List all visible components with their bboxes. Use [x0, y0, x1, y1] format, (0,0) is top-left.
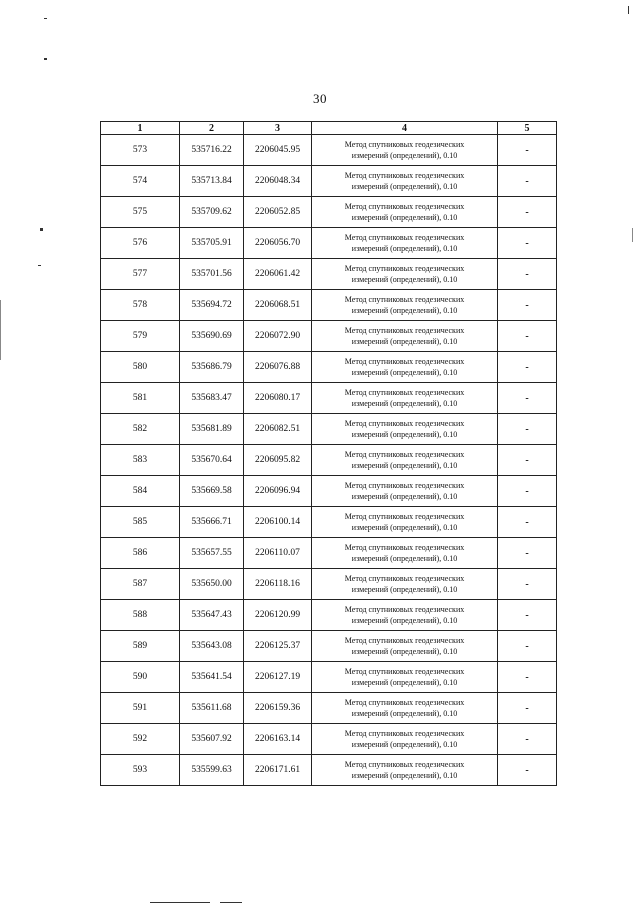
note-cell: -: [498, 538, 557, 569]
method-cell: [312, 321, 498, 352]
method-text-line-2: измерений (определений), 0.10: [351, 275, 458, 284]
method-text-line-2: измерений (определений), 0.10: [351, 740, 458, 749]
note-cell: -: [498, 321, 557, 352]
y-coordinate-cell: 2206072.90: [244, 321, 312, 352]
method-text-line-2: измерений (определений), 0.10: [351, 244, 458, 253]
y-coordinate-cell: 2206068.51: [244, 290, 312, 321]
method-text-line-2: измерений (определений), 0.10: [351, 430, 458, 439]
x-coordinate-cell: 535650.00: [180, 569, 244, 600]
y-coordinate-cell: 2206110.07: [244, 538, 312, 569]
point-number-cell: 586: [101, 538, 180, 569]
scan-mark: [44, 18, 47, 19]
y-coordinate-cell: 2206171.61: [244, 755, 312, 786]
table-row: [101, 693, 557, 724]
y-coordinate-cell: 2206045.95: [244, 135, 312, 166]
method-text-line-2: измерений (определений), 0.10: [351, 585, 458, 594]
x-coordinate-cell: 535690.69: [180, 321, 244, 352]
y-coordinate-cell: 2206056.70: [244, 228, 312, 259]
note-cell: -: [498, 135, 557, 166]
y-coordinate-cell: 2206052.85: [244, 197, 312, 228]
method-text-line-2: измерений (определений), 0.10: [351, 151, 458, 160]
method-cell: [312, 290, 498, 321]
method-text-line-1: Метод спутниковых геодезических: [344, 264, 465, 273]
method-cell: [312, 197, 498, 228]
note-cell: -: [498, 662, 557, 693]
point-number-cell: 584: [101, 476, 180, 507]
method-text-line-2: измерений (определений), 0.10: [351, 306, 458, 315]
note-cell: -: [498, 197, 557, 228]
method-cell: [312, 135, 498, 166]
method-cell: [312, 383, 498, 414]
method-text-line-1: Метод спутниковых геодезических: [344, 295, 465, 304]
method-text-line-2: измерений (определений), 0.10: [351, 461, 458, 470]
method-text-line-1: Метод спутниковых геодезических: [344, 574, 465, 583]
point-number-cell: 576: [101, 228, 180, 259]
method-text-line-1: Метод спутниковых геодезических: [344, 698, 465, 707]
y-coordinate-cell: 2206076.88: [244, 352, 312, 383]
x-coordinate-cell: 535607.92: [180, 724, 244, 755]
method-cell: [312, 259, 498, 290]
table-row: [101, 476, 557, 507]
x-coordinate-cell: 535643.08: [180, 631, 244, 662]
point-number-cell: 590: [101, 662, 180, 693]
table-row: [101, 259, 557, 290]
note-cell: -: [498, 259, 557, 290]
x-coordinate-cell: 535681.89: [180, 414, 244, 445]
table-row: [101, 631, 557, 662]
note-cell: -: [498, 383, 557, 414]
table-row: [101, 135, 557, 166]
method-cell: [312, 538, 498, 569]
method-text-line-2: измерений (определений), 0.10: [351, 647, 458, 656]
table-body: [101, 135, 557, 786]
point-number-cell: 577: [101, 259, 180, 290]
method-text-line-2: измерений (определений), 0.10: [351, 213, 458, 222]
method-text-line-1: Метод спутниковых геодезических: [344, 636, 465, 645]
table-row: [101, 352, 557, 383]
note-cell: -: [498, 166, 557, 197]
method-cell: [312, 755, 498, 786]
scan-mark: [44, 58, 47, 60]
x-coordinate-cell: 535599.63: [180, 755, 244, 786]
y-coordinate-cell: 2206120.99: [244, 600, 312, 631]
method-text-line-1: Метод спутниковых геодезических: [344, 202, 465, 211]
method-cell: [312, 352, 498, 383]
scan-mark: [38, 265, 41, 266]
table-row: [101, 414, 557, 445]
x-coordinate-cell: 535683.47: [180, 383, 244, 414]
table-row: [101, 724, 557, 755]
point-number-cell: 578: [101, 290, 180, 321]
method-cell: [312, 569, 498, 600]
x-coordinate-cell: 535669.58: [180, 476, 244, 507]
method-text-line-1: Метод спутниковых геодезических: [344, 667, 465, 676]
method-cell: [312, 507, 498, 538]
note-cell: -: [498, 631, 557, 662]
note-cell: -: [498, 228, 557, 259]
x-coordinate-cell: 535705.91: [180, 228, 244, 259]
method-text-line-1: Метод спутниковых геодезических: [344, 760, 465, 769]
method-text-line-2: измерений (определений), 0.10: [351, 709, 458, 718]
method-text-line-1: Метод спутниковых геодезических: [344, 543, 465, 552]
note-cell: -: [498, 600, 557, 631]
note-cell: -: [498, 507, 557, 538]
x-coordinate-cell: 535716.22: [180, 135, 244, 166]
note-cell: -: [498, 352, 557, 383]
x-coordinate-cell: 535641.54: [180, 662, 244, 693]
x-coordinate-cell: 535647.43: [180, 600, 244, 631]
method-cell: [312, 631, 498, 662]
method-cell: [312, 693, 498, 724]
column-header: 2: [180, 122, 244, 135]
method-text-line-1: Метод спутниковых геодезических: [344, 450, 465, 459]
method-text-line-2: измерений (определений), 0.10: [351, 616, 458, 625]
table-row: [101, 166, 557, 197]
point-number-cell: 580: [101, 352, 180, 383]
x-coordinate-cell: 535701.56: [180, 259, 244, 290]
point-number-cell: 573: [101, 135, 180, 166]
table-row: [101, 538, 557, 569]
point-number-cell: 582: [101, 414, 180, 445]
method-text-line-1: Метод спутниковых геодезических: [344, 729, 465, 738]
method-text-line-2: измерений (определений), 0.10: [351, 399, 458, 408]
table-row: [101, 755, 557, 786]
scan-mark: [220, 902, 242, 903]
scan-mark: [632, 228, 633, 242]
method-text-line-1: Метод спутниковых геодезических: [344, 233, 465, 242]
scan-mark: [0, 300, 1, 360]
point-number-cell: 589: [101, 631, 180, 662]
method-text-line-1: Метод спутниковых геодезических: [344, 326, 465, 335]
method-text-line-2: измерений (определений), 0.10: [351, 368, 458, 377]
method-cell: [312, 414, 498, 445]
method-text-line-1: Метод спутниковых геодезических: [344, 605, 465, 614]
y-coordinate-cell: 2206048.34: [244, 166, 312, 197]
method-text-line-1: Метод спутниковых геодезических: [344, 512, 465, 521]
note-cell: -: [498, 290, 557, 321]
table-row: [101, 321, 557, 352]
scan-mark: [150, 902, 210, 903]
table-row: [101, 290, 557, 321]
method-text-line-2: измерений (определений), 0.10: [351, 771, 458, 780]
table-row: [101, 569, 557, 600]
method-text-line-2: измерений (определений), 0.10: [351, 523, 458, 532]
column-header: 4: [312, 122, 498, 135]
note-cell: -: [498, 414, 557, 445]
column-header: 1: [101, 122, 180, 135]
x-coordinate-cell: 535709.62: [180, 197, 244, 228]
note-cell: -: [498, 724, 557, 755]
method-text-line-2: измерений (определений), 0.10: [351, 337, 458, 346]
point-number-cell: 588: [101, 600, 180, 631]
column-header: 5: [498, 122, 557, 135]
method-text-line-1: Метод спутниковых геодезических: [344, 171, 465, 180]
method-cell: [312, 166, 498, 197]
x-coordinate-cell: 535611.68: [180, 693, 244, 724]
method-cell: [312, 476, 498, 507]
point-number-cell: 591: [101, 693, 180, 724]
page-number: 30: [313, 91, 327, 106]
method-cell: [312, 228, 498, 259]
point-number-cell: 592: [101, 724, 180, 755]
y-coordinate-cell: 2206127.19: [244, 662, 312, 693]
note-cell: -: [498, 445, 557, 476]
method-cell: [312, 662, 498, 693]
method-text-line-1: Метод спутниковых геодезических: [344, 140, 465, 149]
point-number-cell: 579: [101, 321, 180, 352]
scan-mark: [40, 228, 43, 231]
point-number-cell: 583: [101, 445, 180, 476]
y-coordinate-cell: 2206080.17: [244, 383, 312, 414]
y-coordinate-cell: 2206159.36: [244, 693, 312, 724]
method-text-line-2: измерений (определений), 0.10: [351, 554, 458, 563]
x-coordinate-cell: 535694.72: [180, 290, 244, 321]
method-text-line-2: измерений (определений), 0.10: [351, 492, 458, 501]
y-coordinate-cell: 2206096.94: [244, 476, 312, 507]
method-cell: [312, 600, 498, 631]
point-number-cell: 574: [101, 166, 180, 197]
point-number-cell: 581: [101, 383, 180, 414]
point-number-cell: 585: [101, 507, 180, 538]
method-cell: [312, 445, 498, 476]
note-cell: -: [498, 693, 557, 724]
x-coordinate-cell: 535713.84: [180, 166, 244, 197]
table-row: [101, 600, 557, 631]
table-header-row: [101, 122, 557, 135]
y-coordinate-cell: 2206125.37: [244, 631, 312, 662]
y-coordinate-cell: 2206100.14: [244, 507, 312, 538]
table-row: [101, 445, 557, 476]
method-text-line-1: Метод спутниковых геодезических: [344, 419, 465, 428]
note-cell: -: [498, 569, 557, 600]
method-text-line-2: измерений (определений), 0.10: [351, 182, 458, 191]
point-number-cell: 587: [101, 569, 180, 600]
method-text-line-1: Метод спутниковых геодезических: [344, 481, 465, 490]
y-coordinate-cell: 2206163.14: [244, 724, 312, 755]
y-coordinate-cell: 2206082.51: [244, 414, 312, 445]
method-cell: [312, 724, 498, 755]
x-coordinate-cell: 535666.71: [180, 507, 244, 538]
table-row: [101, 662, 557, 693]
method-text-line-1: Метод спутниковых геодезических: [344, 388, 465, 397]
point-number-cell: 593: [101, 755, 180, 786]
table-row: [101, 383, 557, 414]
y-coordinate-cell: 2206095.82: [244, 445, 312, 476]
method-text-line-2: измерений (определений), 0.10: [351, 678, 458, 687]
x-coordinate-cell: 535686.79: [180, 352, 244, 383]
note-cell: -: [498, 476, 557, 507]
x-coordinate-cell: 535670.64: [180, 445, 244, 476]
y-coordinate-cell: 2206061.42: [244, 259, 312, 290]
scan-mark: [628, 6, 629, 14]
method-text-line-1: Метод спутниковых геодезических: [344, 357, 465, 366]
point-number-cell: 575: [101, 197, 180, 228]
x-coordinate-cell: 535657.55: [180, 538, 244, 569]
table-row: [101, 228, 557, 259]
coordinates-table: [100, 121, 557, 786]
table-row: [101, 507, 557, 538]
y-coordinate-cell: 2206118.16: [244, 569, 312, 600]
table-row: [101, 197, 557, 228]
column-header: 3: [244, 122, 312, 135]
note-cell: -: [498, 755, 557, 786]
